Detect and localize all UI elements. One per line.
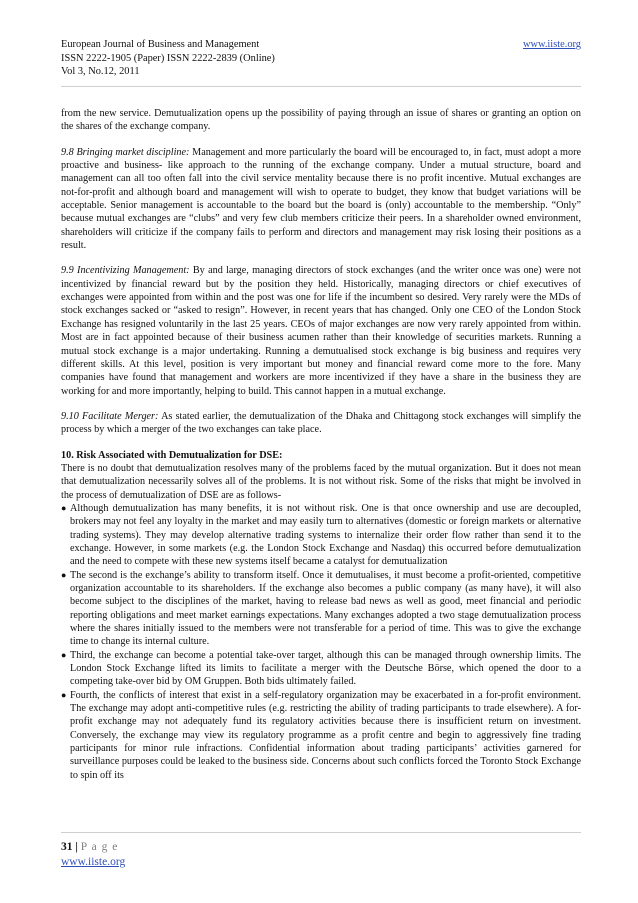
volume-line: Vol 3, No.12, 2011 [61,66,140,78]
risk-item: ● Although demutualization has many benefits, it is not without risk. One is that once ownership and use are decoupled, brokers may not feel any loyalty in the market and may easily turn to alternatives (domestic or foreign markets or alternative trading systems). They may develop alternative trading systems to internalize their order flow rather than send it to the exchange. However, in some markets (e.g. the London Stock Exchange and Nasdaq) this occurred before demutualization and the need to compete with these new systems itself became a catalyst for demutualization [61,502,581,568]
bullet-icon: ● [61,502,67,513]
bullet-icon: ● [61,689,67,700]
header-link[interactable]: www.iiste.org [522,39,581,50]
header-divider [61,86,581,87]
bullet-icon: ● [61,649,67,660]
risk-item: ● Fourth, the conflicts of interest that exist in a self-regulatory organization may be exacerbated in a for-profit environment. The exchange may adopt anti-competitive rules (e.g. restricting the ability of trading participants to trade elsewhere). A for-profit exchange may not adequately fund its regulatory activities because there is insufficient return on investment. Conversely, the exchange may view its regulatory programme as a profit centre and begin to aggressively fine trading participants for minor rule infractions. Confidential information about trading participants’ activities garnered for surveillance purposes could be leaked to the business side. Concerns about such conflicts forced the Toronto Stock Exchange to spin off its [61,689,581,781]
journal-title: European Journal of Business and Management [61,39,260,50]
page-footer [61,840,125,870]
section-9-10-text: As stated earlier, the demutualization of the Dhaka and Chittagong stock exchanges will simplify the process by which a merger of the two exchanges can take place. [61,410,581,436]
section-9-9-lead: 9.9 Incentivizing Management: [61,265,190,277]
page-separator: | [75,841,78,853]
section-9-9-text: By and large, managing directors of stock exchanges (and the writer once was one) were not incentivized by financial reward but by the position they held. Historically, managing directors or chief executives of exchanges were appointed from within and the post was one for life if the incumbent so desired. Very rarely were the MDs of stock exchanges sacked or “asked to resign”. However, in recent years that has changed. Only one CEO of the London Stock Exchange has resigned voluntarily in the last 25 years. CEOs of major exchanges are now very rarely appointed from within. Most are in fact appointed because of their business acumen rather than their knowledge of securities markets. Running a mutual stock exchange is a major undertaking. Running a demutualised stock exchange is big business and requires very different skills. At this level, position is very important but money and financial reward come more to the fore. Many companies have found that management and workers are more incentivized if they have a share in the business they are working for and more importantly, helping to build. This cannot happen in a mutual exchange. [61,265,581,397]
risk-item: ● The second is the exchange’s ability to transform itself. Once it demutualises, it must become a profit-oriented, competitive organization accountable to its shareholders. If the exchange also becomes a public company (as many have), it will also become subject to the disciplines of the market, having to release bad news as well as good, meet financial and periodic reporting obligations and meet market earnings expectations. Many exchanges adopted a two stage demutualization process where the shares initially issued to the members were not transferable for a period of time. This was to give the exchange time to change its internal culture. [61,569,581,648]
running-header [61,38,581,79]
page-label: P a g e [80,841,119,853]
section-10-intro: There is no doubt that demutualization resolves many of the problems faced by the mutual organization. But it does not mean that demutualization necessarily solves all of the problems. It is not without risk. Some of the risks that might be involved in the process of demutualization of DSE are as follows- [61,462,581,501]
footer-divider [61,832,581,833]
risk-item: ● Third, the exchange can become a potential take-over target, although this can be managed through ownership limits. The London Stock Exchange lifted its limits to facilitate a merger with the Deutsche Börse, which opened the door to a competing take-over bid by OM Gruppen. Both bids ultimately failed. [61,649,581,688]
risk-list [61,502,581,782]
article-body [61,107,581,782]
footer-link[interactable]: www.iiste.org [61,856,126,868]
section-9-9-paragraph [61,264,581,397]
bullet-icon: ● [61,569,67,580]
section-10-heading: 10. Risk Associated with Demutualization for DSE: [61,449,283,461]
section-9-10-lead: 9.10 Facilitate Merger: [61,410,159,422]
intro-paragraph: from the new service. Demutualization opens up the possibility of paying through an issue of shares or granting an option on the shares of the exchange company. [61,108,581,133]
section-9-8-text: Management and more particularly the board will be encouraged to, in fact, must adopt a more proactive and business- like approach to the running of the exchange company. Under a mutual structure, board and management can all too often fall into the civil service mentality because there is no profit incentive. Mutual exchanges are not-for-profit and although board and management will wish to operate to budget, they know that budget variations will be acceptable. Senior management is accountable to the board but the board is (only) accountable to the membership. “Only” because mutual exchanges are “clubs” and very few club members criticize their peers. In a shareholder owned environment, shareholders will criticize if the company fails to perform and directors and management may risk losing their positions as a result. [61,146,581,252]
section-9-8-lead: 9.8 Bringing market discipline: [61,146,190,158]
issn-line: ISSN 2222-1905 (Paper) ISSN 2222-2839 (Online) [61,52,275,64]
page-number: 31 [61,841,73,853]
section-9-10-paragraph [61,410,581,437]
section-9-8-paragraph [61,146,581,253]
